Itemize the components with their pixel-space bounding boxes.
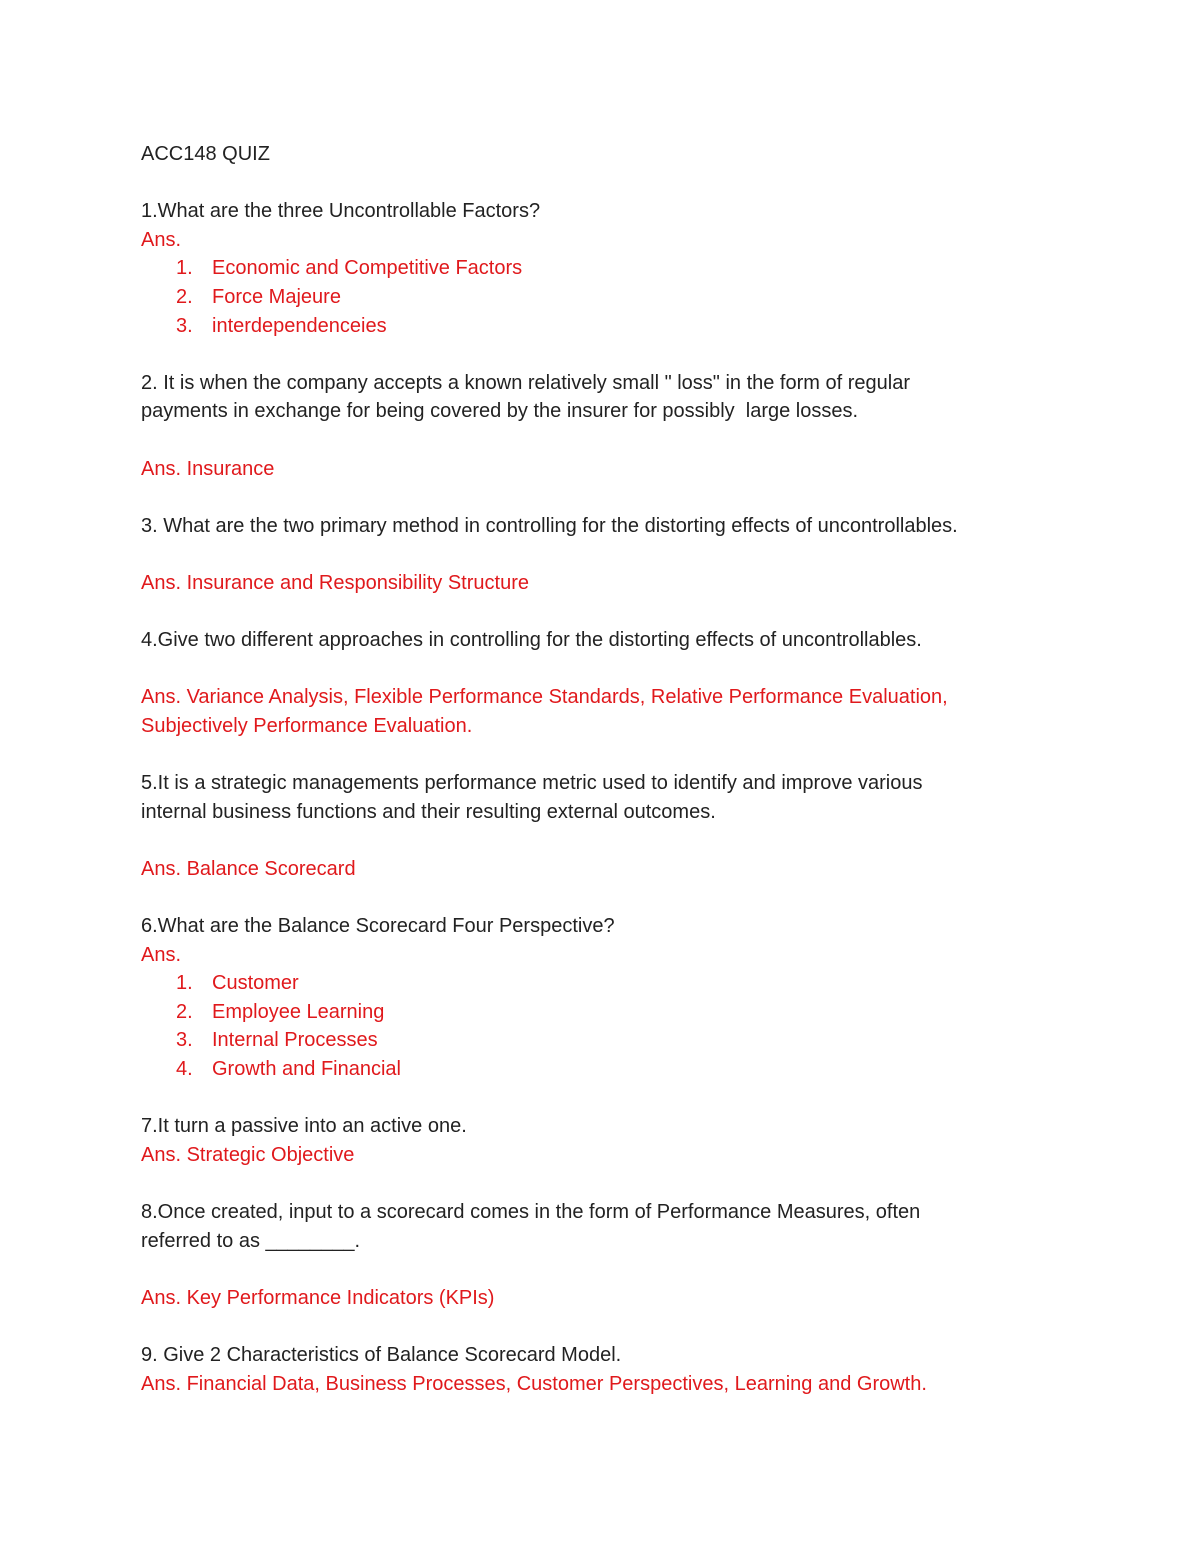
spacer [141, 340, 1041, 369]
list-item: 3. interdependenceies [176, 314, 387, 337]
spacer [141, 540, 1041, 569]
spacer [141, 1084, 1041, 1113]
question-2-line-2: payments in exchange for being covered by the insurer for possibly large losses. [141, 400, 859, 423]
answer-6-list [141, 969, 1041, 1083]
question-8-line-2: referred to as ________. [141, 1229, 361, 1252]
spacer [141, 1255, 1041, 1284]
question-6: 6.What are the Balance Scorecard Four Perspective? [141, 915, 615, 938]
list-item: 2. Employee Learning [176, 1000, 385, 1023]
answer-4-line-2: Subjectively Performance Evaluation. [141, 714, 473, 737]
spacer [141, 1312, 1041, 1341]
spacer [141, 426, 1041, 455]
spacer [141, 655, 1041, 684]
answer-5: Ans. Balance Scorecard [141, 857, 356, 880]
question-4: 4.Give two different approaches in controlling for the distorting effects of uncontrollables. [141, 629, 922, 652]
question-8-line-1: 8.Once created, input to a scorecard comes in the form of Performance Measures, often [141, 1200, 921, 1223]
question-5-line-2: internal business functions and their resulting external outcomes. [141, 800, 716, 823]
question-9: 9. Give 2 Characteristics of Balance Scorecard Model. [141, 1343, 622, 1366]
list-item: 4. Growth and Financial [176, 1058, 401, 1080]
list-item: 2. Force Majeure [176, 285, 341, 308]
question-5-line-1: 5.It is a strategic managements performance metric used to identify and improve various [141, 772, 923, 795]
question-7: 7.It turn a passive into an active one. [141, 1115, 467, 1138]
answer-8: Ans. Key Performance Indicators (KPIs) [141, 1286, 495, 1309]
spacer [141, 169, 1041, 198]
quiz-document [141, 140, 1041, 1398]
spacer [141, 598, 1041, 627]
spacer [141, 1169, 1041, 1198]
answer-3: Ans. Insurance and Responsibility Structure [141, 571, 529, 594]
spacer [141, 740, 1041, 769]
question-3: 3. What are the two primary method in controlling for the distorting effects of uncontrollables. [141, 514, 958, 537]
question-2-line-1: 2. It is when the company accepts a known relatively small " loss" in the form of regular [141, 371, 910, 394]
answer-4-line-1: Ans. Variance Analysis, Flexible Performance Standards, Relative Performance Evaluation, [141, 686, 948, 709]
answer-7: Ans. Strategic Objective [141, 1143, 355, 1166]
answer-9: Ans. Financial Data, Business Processes, Customer Perspectives, Learning and Growth. [141, 1372, 927, 1395]
document-title: ACC148 QUIZ [141, 143, 270, 165]
answer-1-list [141, 254, 1041, 340]
list-item: 3. Internal Processes [176, 1029, 378, 1052]
list-item: 1. Customer [176, 972, 299, 995]
answer-2: Ans. Insurance [141, 457, 275, 480]
list-item: 1. Economic and Competitive Factors [176, 257, 523, 280]
spacer [141, 826, 1041, 855]
spacer [141, 483, 1041, 512]
answer-1-label: Ans. [141, 228, 182, 251]
answer-6-label: Ans. [141, 943, 182, 966]
spacer [141, 883, 1041, 912]
question-1: 1.What are the three Uncontrollable Factors? [141, 200, 541, 223]
